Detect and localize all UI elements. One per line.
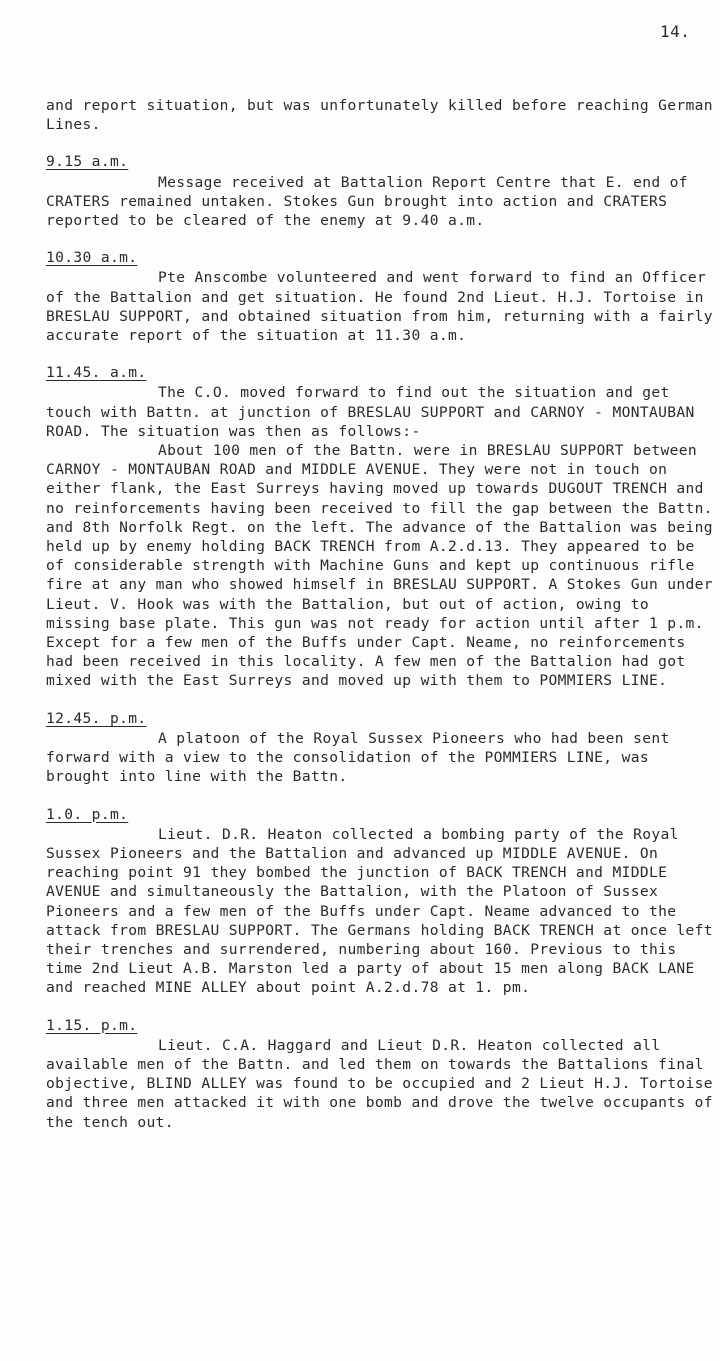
entry-paragraph: Lieut. C.A. Haggard and Lieut D.R. Heaton collected all available men of the Battn. and led them on towards the Battalions final objective, BLIND ALLEY was found to be occupied and 2 Lieut H.J. Tortoise and three men attacked it with one bomb and drove the twelve occupants of the tench out. bbox=[46, 1036, 713, 1131]
entry-paragraph: Message received at Battalion Report Centre that E. end of CRATERS remained untaken. Stokes Gun brought into action and CRATERS reported to be cleared of the enemy at 9.40 a.m. bbox=[46, 173, 688, 230]
entry-time: 1.0. p.m. bbox=[46, 805, 129, 823]
entry-1315 bbox=[46, 1016, 714, 1132]
entry-time: 11.45. a.m. bbox=[46, 364, 147, 382]
entry-1245 bbox=[46, 709, 714, 787]
document-body bbox=[46, 96, 714, 1132]
entry-1145 bbox=[46, 363, 714, 690]
entry-paragraph: Pte Anscombe volunteered and went forward to find an Officer of the Battalion and get situation. He found 2nd Lieut. H.J. Tortoise in BRESLAU SUPPORT, and obtained situation from him, returning with a fairly accurate report of the situation at 11.30 a.m. bbox=[46, 269, 713, 345]
intro-paragraph: and report situation, but was unfortunately killed before reaching German Lines. bbox=[46, 97, 713, 134]
entry-paragraph: A platoon of the Royal Sussex Pioneers who had been sent forward with a view to the consolidation of the POMMIERS LINE, was brought into line with the Battn. bbox=[46, 729, 670, 786]
entry-paragraph: About 100 men of the Battn. were in BRESLAU SUPPORT between CARNOY - MONTAUBAN ROAD and MIDDLE AVENUE. They were not in touch on either flank, the East Surreys having moved up towards DUGOUT TRENCH and no reinforcements having been received to fill the gap between the Battn. and 8th Norfolk Regt. on the left. The advance of the Battalion was being held up by enemy holding BACK TRENCH from A.2.d.13. They appeared to be of considerable strength with Machine Guns and kept up continuous rifle fire at any man who showed himself in BRESLAU SUPPORT. A Stokes Gun under Lieut. V. Hook was with the Battalion, but out of action, owing to missing base plate. This gun was not ready for action until after 1 p.m. Except for a few men of the Buffs under Capt. Neame, no reinforcements had been received in this locality. A few men of the Battalion had got mixed with the East Surreys and moved up with them to POMMIERS LINE. bbox=[46, 442, 713, 690]
entry-time: 9.15 a.m. bbox=[46, 153, 129, 171]
entry-0915 bbox=[46, 152, 714, 230]
entry-paragraph: The C.O. moved forward to find out the situation and get touch with Battn. at junction of BRESLAU SUPPORT and CARNOY - MONTAUBAN ROAD. The situation was then as follows:- bbox=[46, 384, 695, 440]
entry-time: 10.30 a.m. bbox=[46, 249, 138, 267]
page-number: 14. bbox=[660, 22, 691, 41]
entry-paragraph: Lieut. D.R. Heaton collected a bombing party of the Royal Sussex Pioneers and the Battalion and advanced up MIDDLE AVENUE. On reaching point 91 they bombed the junction of BACK TRENCH and MIDDLE AVENUE and simultaneously the Battalion, with the Platoon of Sussex Pioneers and a few men of the Buffs under Capt. Neame advanced to the attack from BRESLAU SUPPORT. The Germans holding BACK TRENCH at once left their trenches and surrendered, numbering about 160. Previous to this time 2nd Lieut A.B. Marston led a party of about 15 men along BACK LANE and reached MINE ALLEY about point A.2.d.78 at 1. pm. bbox=[46, 825, 713, 997]
entry-time: 1.15. p.m. bbox=[46, 1016, 138, 1034]
entry-time: 12.45. p.m. bbox=[46, 709, 147, 727]
entry-1300 bbox=[46, 805, 714, 998]
entry-1030 bbox=[46, 248, 714, 345]
